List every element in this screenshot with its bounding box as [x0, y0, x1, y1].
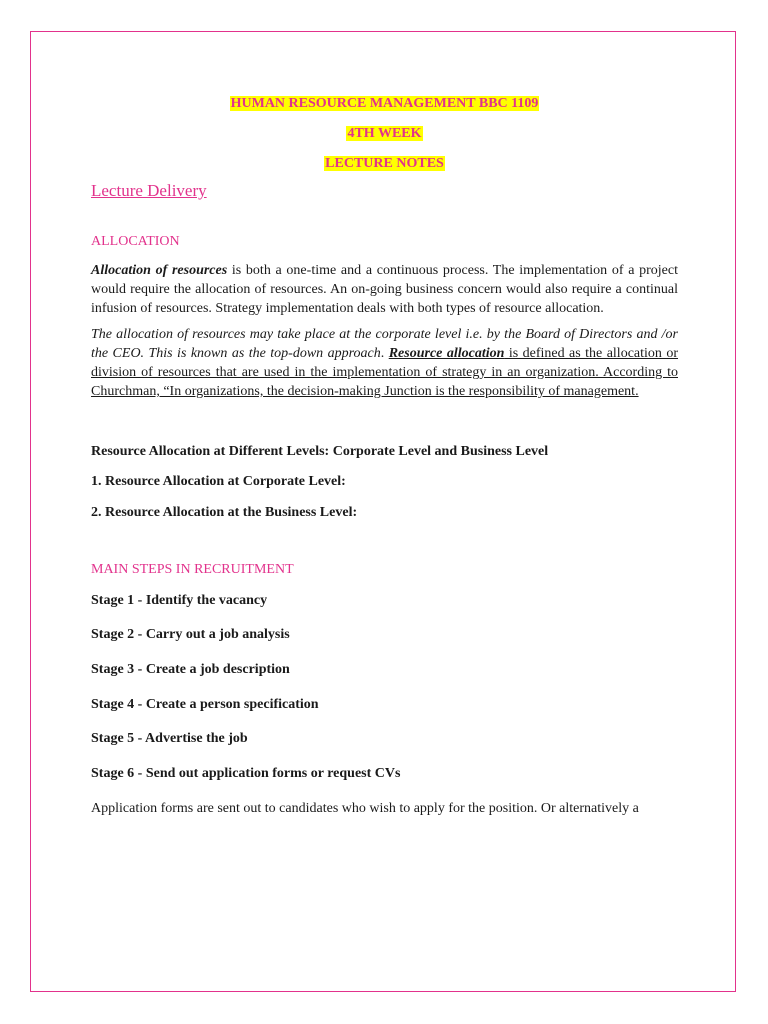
- allocation-paragraph-1: [91, 261, 678, 318]
- course-title: [91, 92, 678, 122]
- allocation-para2-dot: .: [380, 346, 389, 361]
- document-body: [91, 92, 678, 818]
- levels-item-2: 2. Resource Allocation at the Business Level:: [91, 505, 358, 520]
- allocation-heading: ALLOCATION: [91, 234, 180, 249]
- allocation-paragraph-2: [91, 325, 678, 401]
- allocation-term: Allocation of resources: [91, 263, 228, 278]
- allocation-para1-text: is both a one-time and a continuous process. The implementation of a project would require the allocation of resources. An on-going business concern would also require a continual infusion of resources. Strategy implementation deals with both types of resource allocation.: [91, 263, 678, 316]
- stage-item: Stage 4 - Create a person specification: [91, 697, 319, 712]
- stage-item: Stage 3 - Create a job description: [91, 662, 290, 677]
- lecture-delivery-heading: Lecture Delivery: [91, 181, 207, 200]
- allocation-para2-definition: is defined as the allocation or division of resources that are used in the implementation of strategy in an organization. According to Churchman, “In organizations, the decision-making Junction is the responsibility of management.: [91, 346, 679, 399]
- levels-heading: Resource Allocation at Different Levels: Corporate Level and Business Level: [91, 444, 549, 459]
- closing-paragraph: Application forms are sent out to candidates who wish to apply for the position. Or alternatively a: [91, 801, 639, 816]
- levels-item-1: 1. Resource Allocation at Corporate Level:: [91, 474, 346, 489]
- stage-item: Stage 2 - Carry out a job analysis: [91, 627, 290, 642]
- recruitment-heading: MAIN STEPS IN RECRUITMENT: [91, 562, 294, 577]
- week-title-text: 4TH WEEK: [347, 126, 422, 141]
- stage-item: Stage 1 - Identify the vacancy: [91, 593, 268, 608]
- allocation-para2-italic: The allocation of resources may take place at the corporate level i.e. by the Board of Directors and /or the CEO. This is known as the top-down approach: [91, 327, 678, 361]
- week-title: [91, 122, 678, 152]
- course-title-text: HUMAN RESOURCE MANAGEMENT BBC 1109: [230, 96, 539, 111]
- stage-item: Stage 5 - Advertise the job: [91, 731, 248, 746]
- resource-allocation-term: Resource allocation: [388, 346, 505, 361]
- notes-title-text: LECTURE NOTES: [325, 156, 444, 171]
- notes-title: [91, 152, 678, 182]
- stage-item: Stage 6 - Send out application forms or request CVs: [91, 766, 401, 781]
